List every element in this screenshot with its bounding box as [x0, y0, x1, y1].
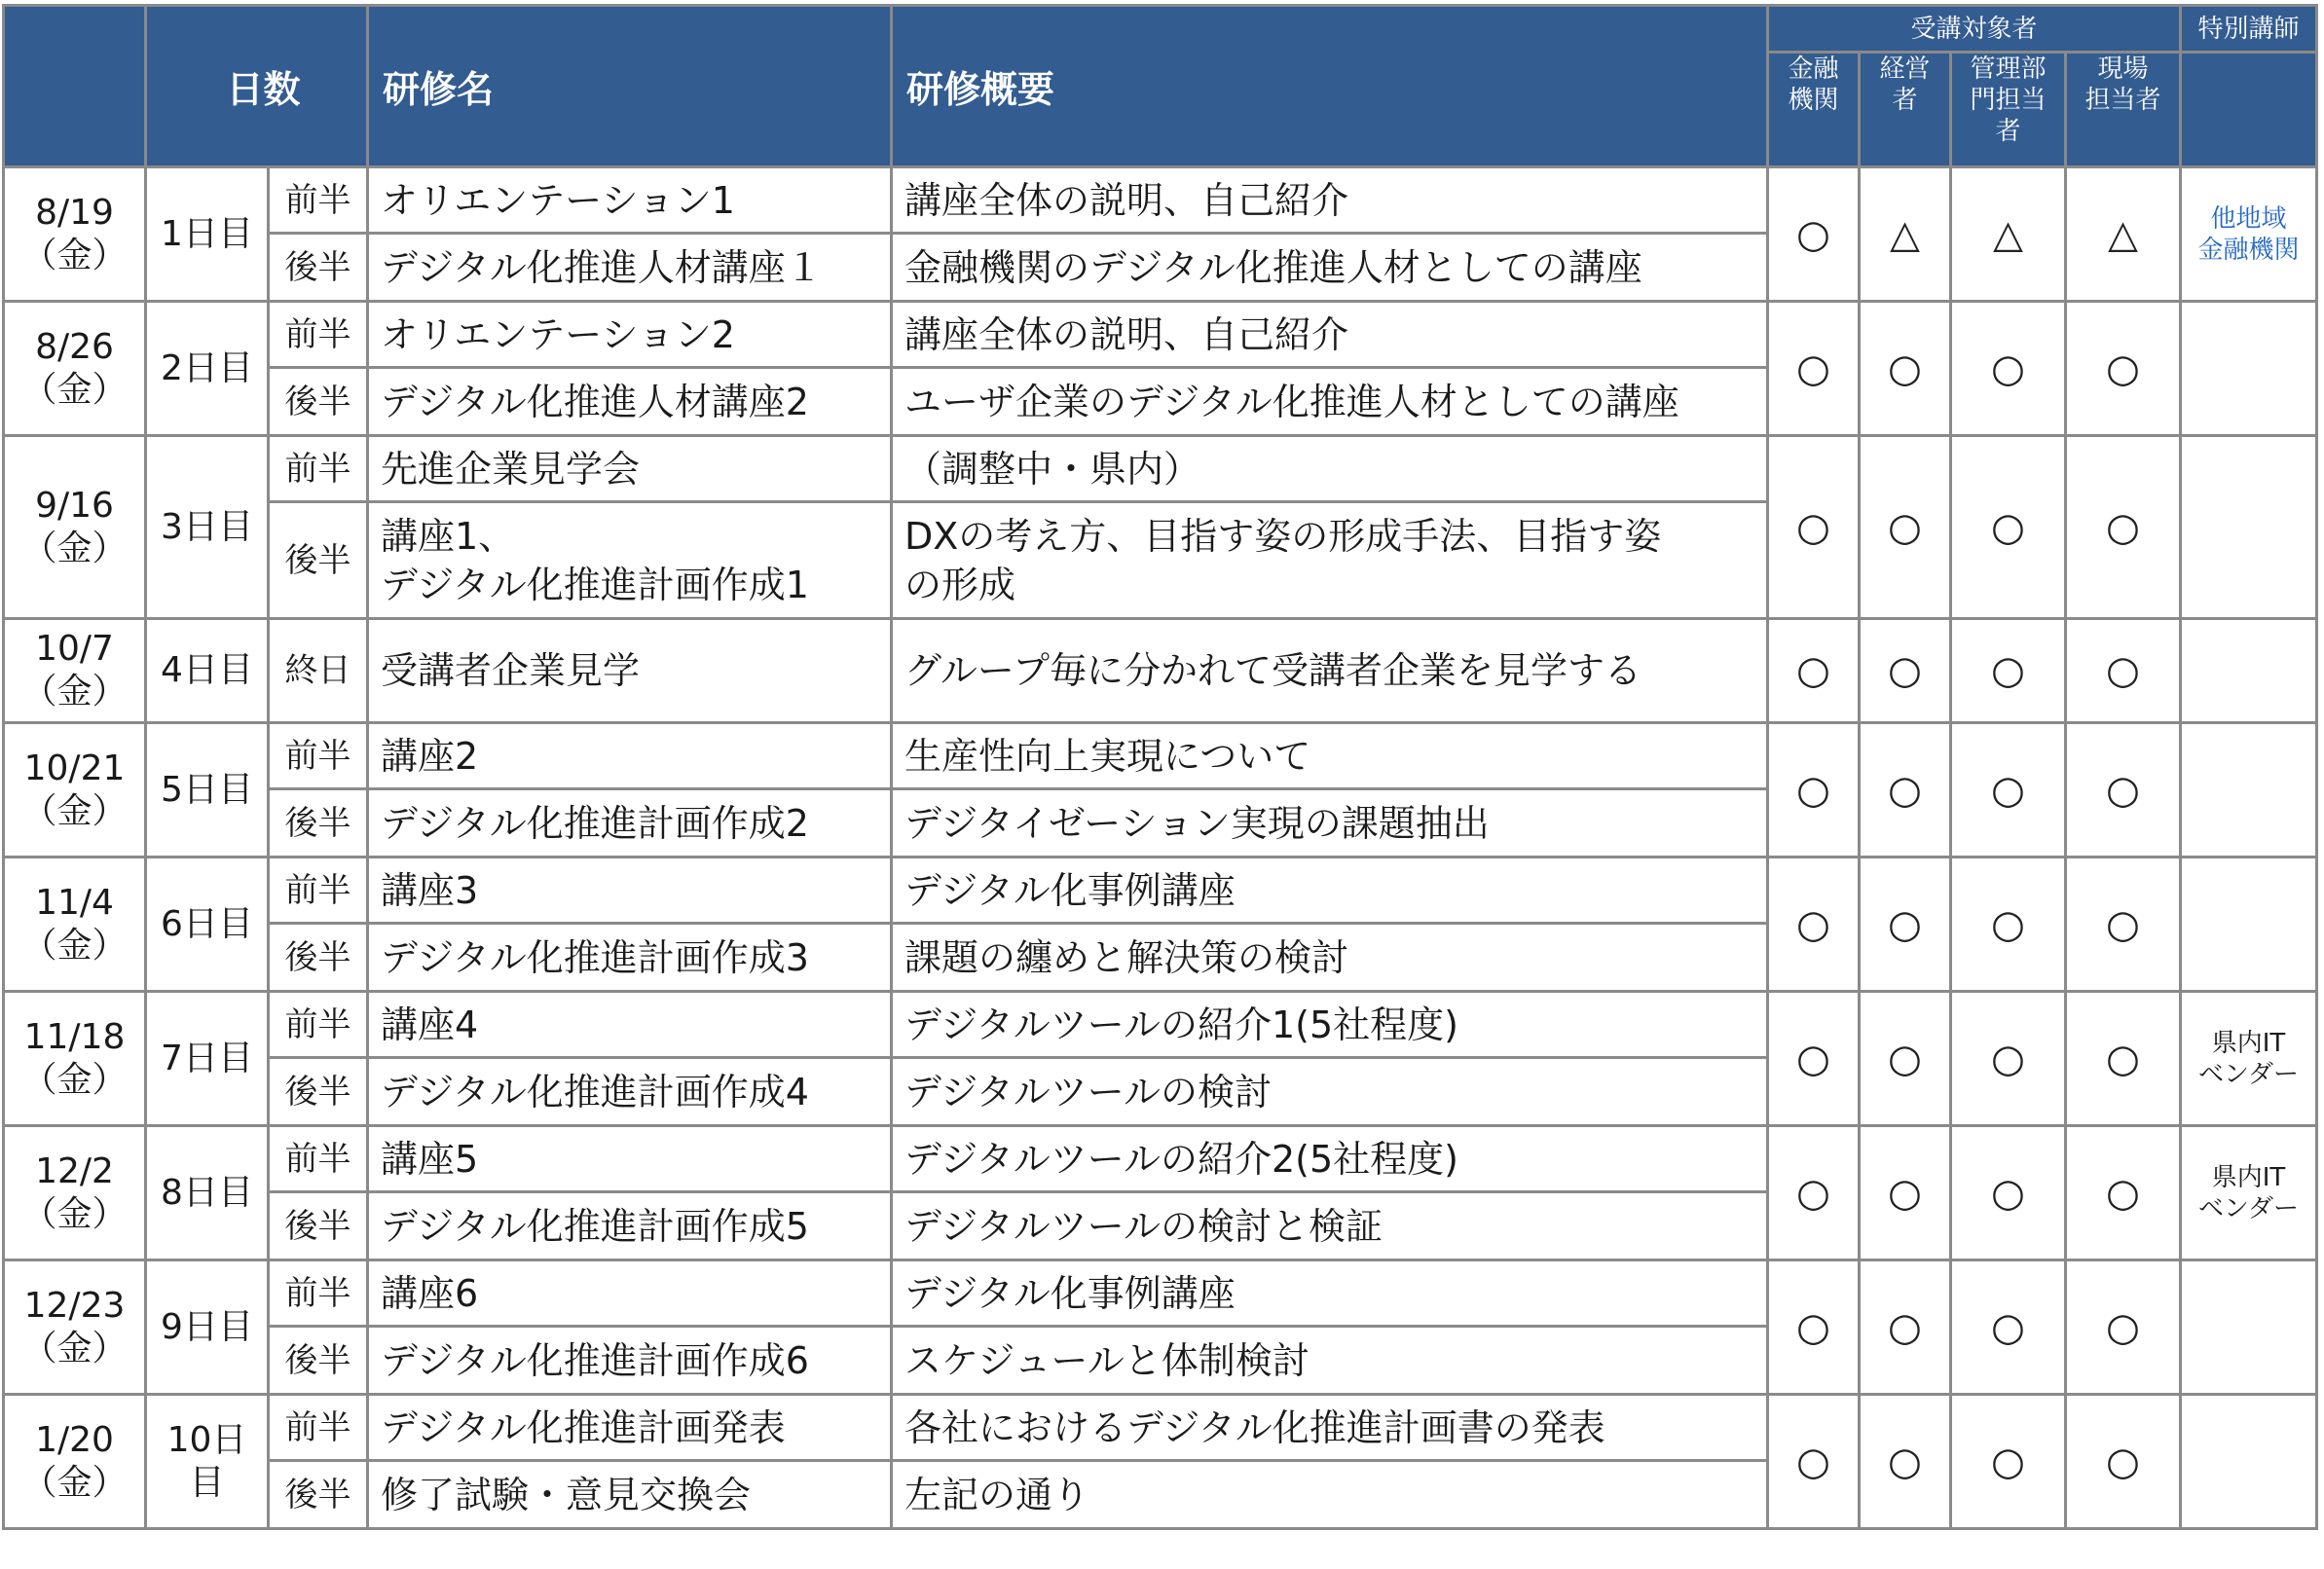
session-half: 前半 [269, 1126, 368, 1192]
session-row [4, 436, 2317, 502]
target-mark: △ [2066, 167, 2181, 302]
session-date-cell [4, 1126, 146, 1260]
header-target-admin: 管理部 門担当 者 [1951, 53, 2066, 167]
session-summary: グループ毎に分かれて受講者企業を見学する [892, 619, 1768, 723]
session-date-cell [4, 1260, 146, 1395]
session-summary: 金融機関のデジタル化推進人材としての講座 [892, 234, 1768, 302]
session-name: 講座3 [368, 857, 892, 924]
special-lecturer-note [2181, 723, 2317, 857]
session-name: デジタル化推進計画発表 [368, 1395, 892, 1461]
session-date: 11/18 [23, 1016, 126, 1057]
session-name: デジタル化推進計画作成4 [368, 1058, 892, 1126]
session-summary: （調整中・県内） [892, 436, 1768, 502]
session-row [4, 619, 2317, 723]
target-mark: ○ [1951, 1395, 2066, 1529]
session-summary: 講座全体の説明、自己紹介 [892, 302, 1768, 368]
session-summary: デジタルツールの紹介1(5社程度) [892, 992, 1768, 1058]
special-lecturer-note [2181, 302, 2317, 436]
target-mark: △ [1860, 167, 1951, 302]
session-summary: ユーザ企業のデジタル化推進人材としての講座 [892, 368, 1768, 436]
session-day: 10日 目 [146, 1395, 269, 1529]
session-weekday: （金） [21, 925, 128, 966]
session-half: 前半 [269, 302, 368, 368]
session-half: 後半 [269, 502, 368, 619]
header-special-blank [2181, 53, 2317, 167]
session-weekday: （金） [21, 672, 128, 712]
session-name: 講座4 [368, 992, 892, 1058]
target-mark: ○ [1860, 436, 1951, 619]
session-summary: デジタル化事例講座 [892, 1260, 1768, 1327]
target-mark: ○ [1951, 436, 2066, 619]
session-date: 12/2 [35, 1150, 114, 1191]
session-date: 8/19 [35, 192, 114, 233]
session-summary: デジタルツールの紹介2(5社程度) [892, 1126, 1768, 1192]
header-special-lecturer: 特別講師 [2181, 6, 2317, 53]
session-half: 後半 [269, 1192, 368, 1260]
header-training-name: 研修名 [368, 6, 892, 167]
session-date-cell [4, 1395, 146, 1529]
session-name: オリエンテーション2 [368, 302, 892, 368]
target-mark: ○ [1860, 619, 1951, 723]
session-date-cell [4, 619, 146, 723]
target-mark: ○ [1768, 302, 1860, 436]
session-half: 後半 [269, 1461, 368, 1529]
target-mark: ○ [1951, 302, 2066, 436]
session-half: 後半 [269, 924, 368, 992]
session-row [4, 723, 2317, 789]
session-half: 前半 [269, 992, 368, 1058]
target-mark: ○ [2066, 992, 2181, 1126]
target-mark: ○ [1768, 992, 1860, 1126]
target-mark: ○ [2066, 1395, 2181, 1529]
session-name: 講座2 [368, 723, 892, 789]
session-day: 8日目 [146, 1126, 269, 1260]
session-weekday: （金） [21, 1328, 128, 1368]
session-row [4, 857, 2317, 924]
target-mark: ○ [1860, 1395, 1951, 1529]
target-mark: ○ [1860, 723, 1951, 857]
session-weekday: （金） [21, 1193, 128, 1234]
session-half: 前半 [269, 1260, 368, 1327]
session-date: 1/20 [35, 1419, 114, 1460]
target-mark: ○ [1768, 1260, 1860, 1395]
session-half: 前半 [269, 1395, 368, 1461]
session-name: デジタル化推進計画作成6 [368, 1327, 892, 1395]
header-target-field: 現場 担当者 [2066, 53, 2181, 167]
target-mark: ○ [2066, 723, 2181, 857]
session-summary: 左記の通り [892, 1461, 1768, 1529]
session-half: 前半 [269, 436, 368, 502]
special-lecturer-note [2181, 1395, 2317, 1529]
target-mark: ○ [1951, 723, 2066, 857]
session-date-cell [4, 723, 146, 857]
session-name: デジタル化推進計画作成5 [368, 1192, 892, 1260]
session-date: 11/4 [35, 882, 114, 923]
session-summary: スケジュールと体制検討 [892, 1327, 1768, 1395]
target-mark: ○ [1860, 302, 1951, 436]
header-training-summary: 研修概要 [892, 6, 1768, 167]
header-days: 日数 [146, 6, 368, 167]
session-date-cell [4, 436, 146, 619]
session-name: オリエンテーション1 [368, 167, 892, 234]
session-half: 後半 [269, 789, 368, 857]
session-date: 10/21 [23, 748, 126, 788]
header-date-cell [4, 6, 146, 167]
special-lecturer-note [2181, 436, 2317, 619]
special-lecturer-note: 県内IT ベンダー [2181, 992, 2317, 1126]
target-mark: △ [1951, 167, 2066, 302]
session-day: 7日目 [146, 992, 269, 1126]
session-row [4, 1260, 2317, 1327]
session-name: 先進企業見学会 [368, 436, 892, 502]
target-mark: ○ [1951, 992, 2066, 1126]
target-mark: ○ [1951, 1260, 2066, 1395]
special-lecturer-note [2181, 619, 2317, 723]
session-summary: デジタルツールの検討 [892, 1058, 1768, 1126]
session-date-cell [4, 167, 146, 302]
session-row [4, 1126, 2317, 1192]
session-day: 9日目 [146, 1260, 269, 1395]
session-date: 8/26 [35, 326, 114, 367]
target-mark: ○ [1768, 436, 1860, 619]
target-mark: ○ [1860, 1126, 1951, 1260]
session-weekday: （金） [21, 528, 128, 568]
session-half: 終日 [269, 619, 368, 723]
session-date-cell [4, 992, 146, 1126]
target-mark: ○ [1768, 1395, 1860, 1529]
session-day: 2日目 [146, 302, 269, 436]
session-day: 6日目 [146, 857, 269, 992]
session-summary: DXの考え方、目指す姿の形成手法、目指す姿 の形成 [892, 502, 1768, 619]
target-mark: ○ [2066, 1126, 2181, 1260]
target-mark: ○ [1768, 723, 1860, 857]
target-mark: ○ [2066, 619, 2181, 723]
session-name: 講座6 [368, 1260, 892, 1327]
session-name: デジタル化推進人材講座2 [368, 368, 892, 436]
target-mark: ○ [1860, 992, 1951, 1126]
session-day: 4日目 [146, 619, 269, 723]
schedule-body [4, 167, 2317, 1529]
session-date-cell [4, 302, 146, 436]
target-mark: ○ [2066, 302, 2181, 436]
target-mark: ○ [2066, 436, 2181, 619]
target-mark: ○ [1860, 1260, 1951, 1395]
target-mark: ○ [2066, 857, 2181, 992]
session-half: 後半 [269, 368, 368, 436]
target-mark: ○ [1860, 857, 1951, 992]
target-mark: ○ [1951, 857, 2066, 992]
session-summary: デジタイゼーション実現の課題抽出 [892, 789, 1768, 857]
target-mark: ○ [1768, 1126, 1860, 1260]
session-name: デジタル化推進人材講座１ [368, 234, 892, 302]
session-half: 後半 [269, 234, 368, 302]
header-target-executive: 経営 者 [1860, 53, 1951, 167]
session-row [4, 167, 2317, 234]
session-name: デジタル化推進計画作成3 [368, 924, 892, 992]
session-summary: デジタルツールの検討と検証 [892, 1192, 1768, 1260]
session-half: 後半 [269, 1058, 368, 1126]
session-summary: 課題の纏めと解決策の検討 [892, 924, 1768, 992]
session-row [4, 992, 2317, 1058]
session-row [4, 302, 2317, 368]
session-half: 前半 [269, 167, 368, 234]
session-name: 講座1、 デジタル化推進計画作成1 [368, 502, 892, 619]
header-target-audience: 受講対象者 [1768, 6, 2181, 53]
special-lecturer-note [2181, 1260, 2317, 1395]
session-weekday: （金） [21, 235, 128, 275]
session-half: 前半 [269, 857, 368, 924]
session-weekday: （金） [21, 1059, 128, 1100]
session-summary: 講座全体の説明、自己紹介 [892, 167, 1768, 234]
session-weekday: （金） [21, 1462, 128, 1503]
session-date: 10/7 [35, 629, 114, 669]
header-target-financial: 金融 機関 [1768, 53, 1860, 167]
target-mark: ○ [2066, 1260, 2181, 1395]
session-date: 12/23 [23, 1285, 126, 1326]
session-name: デジタル化推進計画作成2 [368, 789, 892, 857]
session-name: 講座5 [368, 1126, 892, 1192]
session-day: 1日目 [146, 167, 269, 302]
session-weekday: （金） [21, 790, 128, 831]
session-weekday: （金） [21, 369, 128, 410]
session-date: 9/16 [35, 485, 114, 526]
target-mark: ○ [1768, 167, 1860, 302]
session-date-cell [4, 857, 146, 992]
session-name: 受講者企業見学 [368, 619, 892, 723]
session-half: 前半 [269, 723, 368, 789]
session-name: 修了試験・意見交換会 [368, 1461, 892, 1529]
session-half: 後半 [269, 1327, 368, 1395]
special-lecturer-note: 県内IT ベンダー [2181, 1126, 2317, 1260]
session-summary: 生産性向上実現について [892, 723, 1768, 789]
session-summary: 各社におけるデジタル化推進計画書の発表 [892, 1395, 1768, 1461]
session-day: 5日目 [146, 723, 269, 857]
session-row [4, 1395, 2317, 1461]
special-lecturer-note: 他地域 金融機関 [2181, 167, 2317, 302]
target-mark: ○ [1768, 857, 1860, 992]
special-lecturer-note [2181, 857, 2317, 992]
target-mark: ○ [1951, 1126, 2066, 1260]
session-day: 3日目 [146, 436, 269, 619]
session-summary: デジタル化事例講座 [892, 857, 1768, 924]
training-schedule-table [2, 4, 2318, 1530]
target-mark: ○ [1951, 619, 2066, 723]
target-mark: ○ [1768, 619, 1860, 723]
